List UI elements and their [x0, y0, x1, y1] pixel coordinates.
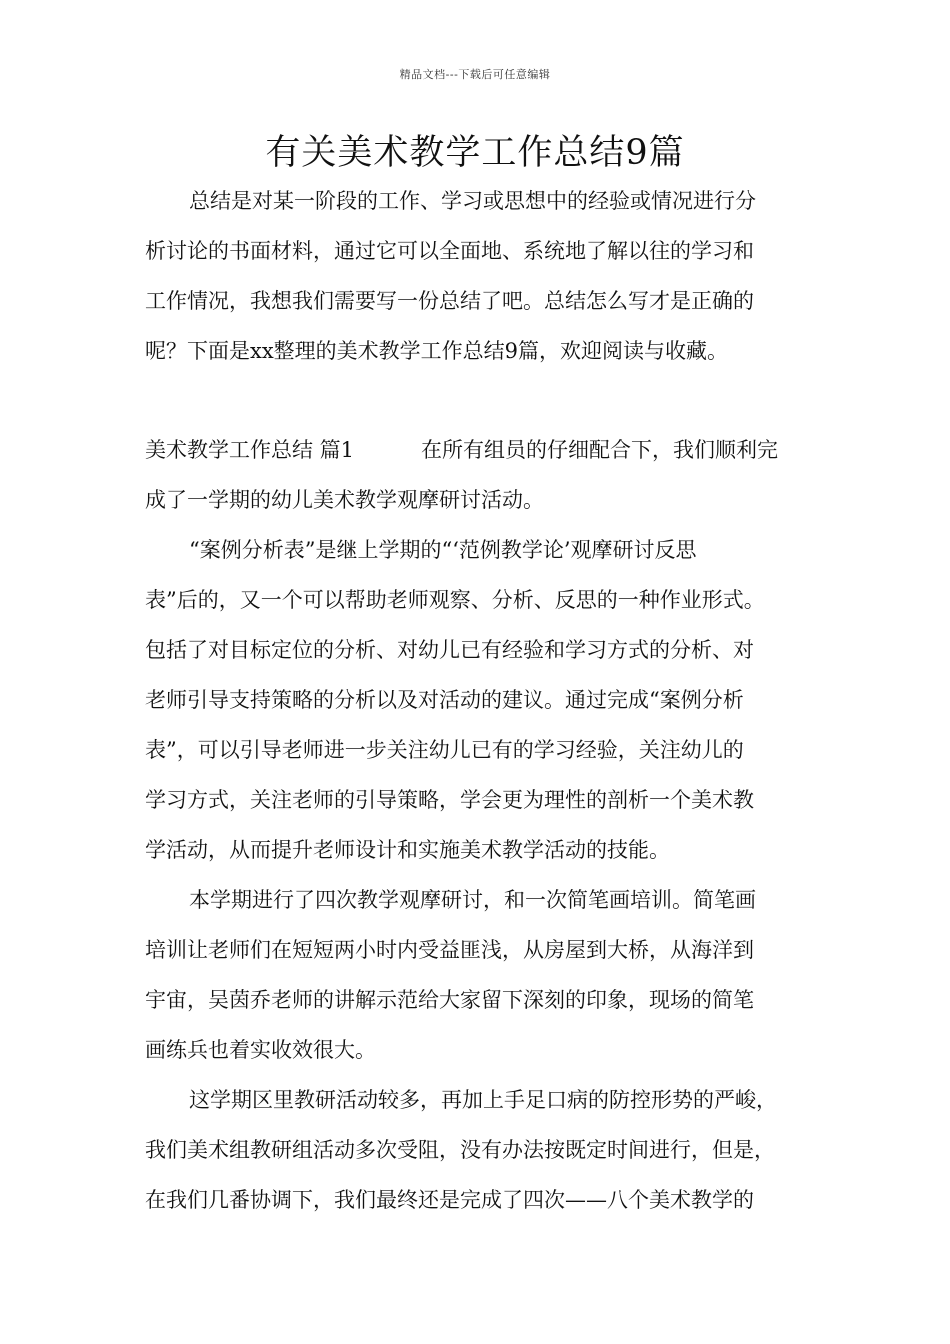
paragraph-line: 老师引导支持策略的分析以及对活动的建议。通过完成“案例分析 — [145, 688, 744, 712]
intro-paragraph — [145, 176, 825, 376]
intro-line: 总结是对某一阶段的工作、学习或思想中的经验或情况进行分 — [189, 189, 756, 213]
paragraph-line: 我们美术组教研组活动多次受阻，没有办法按既定时间进行，但是， — [145, 1138, 775, 1162]
paragraph-line: 在我们几番协调下，我们最终还是完成了四次——八个美术教学的 — [145, 1188, 754, 1212]
paragraph-line: 表”后的，又一个可以帮助老师观察、分析、反思的一种作业形式。 — [145, 588, 765, 612]
intro-line: 呢？下面是xx整理的美术教学工作总结9篇，欢迎阅读与收藏。 — [145, 339, 729, 363]
paragraph-line: 这学期区里教研活动较多，再加上手足口病的防控形势的严峻， — [189, 1088, 777, 1112]
paragraph-line: 宇宙，吴茵乔老师的讲解示范给大家留下深刻的印象，现场的简笔 — [145, 988, 754, 1012]
section-heading: 美术教学工作总结 篇1 — [145, 438, 355, 462]
section-first-line-text: 在所有组员的仔细配合下，我们顺利完 — [421, 438, 778, 462]
paragraph-line: 画练兵也着实收效很大。 — [145, 1038, 376, 1062]
paragraph-line: 包括了对目标定位的分析、对幼儿已有经验和学习方式的分析、对 — [145, 638, 754, 662]
paragraph-line: 本学期进行了四次教学观摩研讨，和一次简笔画培训。简笔画 — [189, 888, 756, 912]
paragraph-line: 成了一学期的幼儿美术教学观摩研讨活动。 — [145, 488, 544, 512]
paragraph-line: 学活动，从而提升老师设计和实施美术教学活动的技能。 — [145, 838, 670, 862]
paragraph-line: 表”，可以引导老师进一步关注幼儿已有的学习经验，关注幼儿的 — [145, 738, 744, 762]
paragraph-line: 培训让老师们在短短两小时内受益匪浅，从房屋到大桥，从海洋到 — [145, 938, 754, 962]
section-1 — [145, 425, 825, 1225]
header-note: 精品文档---下载后可任意编辑 — [399, 68, 551, 81]
document-title: 有关美术教学工作总结9篇 — [265, 133, 685, 173]
paragraph-line: “案例分析表”是继上学期的“‘范例教学论’观摩研讨反思 — [189, 538, 697, 562]
paragraph-line: 学习方式，关注老师的引导策略，学会更为理性的剖析一个美术教 — [145, 788, 754, 812]
section-1-first-line — [145, 425, 825, 475]
intro-line: 析讨论的书面材料，通过它可以全面地、系统地了解以往的学习和 — [145, 239, 754, 263]
intro-line: 工作情况，我想我们需要写一份总结了吧。总结怎么写才是正确的 — [145, 289, 754, 313]
